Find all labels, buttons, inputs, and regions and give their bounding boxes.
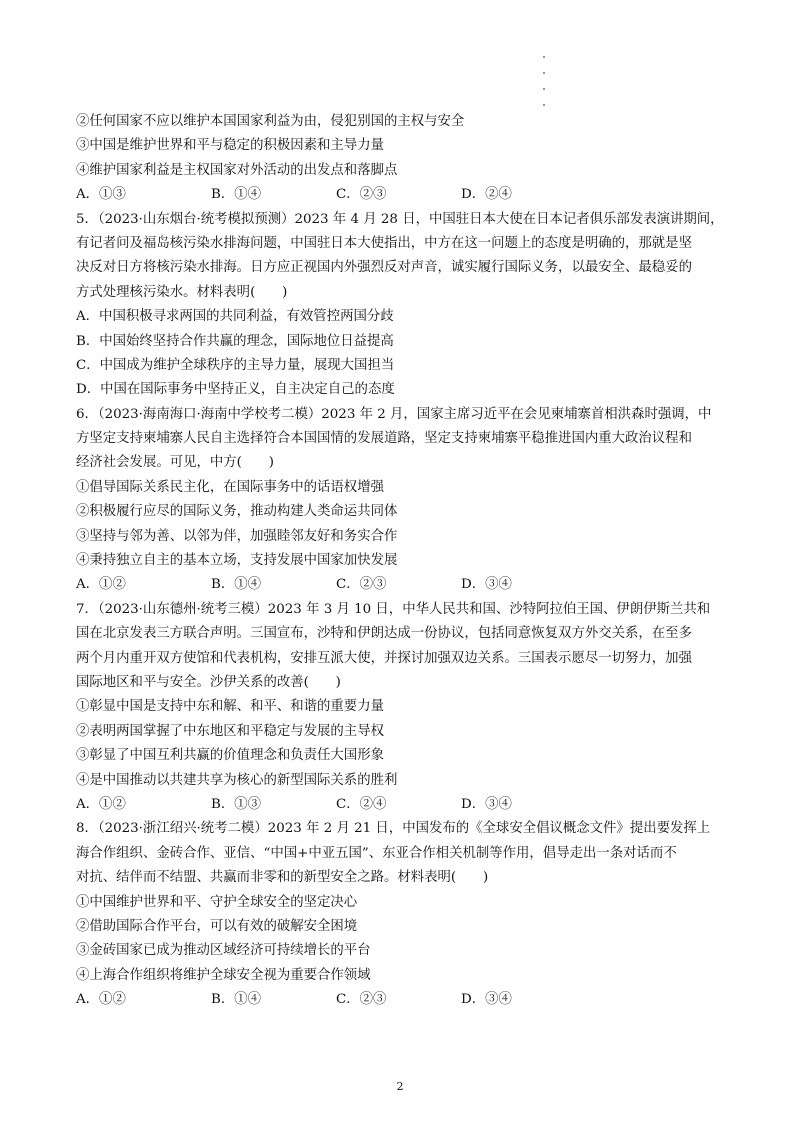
- question-stem: 国在北京发表三方联合声明。三国宣布，沙特和伊朗达成一份协议，包括同意恢复双方外交关系，在至多: [76, 626, 692, 642]
- option-c[interactable]: C．②③: [336, 992, 387, 1008]
- question-stem: 8．（2023·浙江绍兴·统考二模）2023 年 2 月 21 日，中国发布的《全球安全倡议概念文件》提出要发挥上: [76, 821, 711, 837]
- question-stem: 5．（2023·山东烟台·统考模拟预测）2023 年 4 月 28 日，中国驻日本大使在日本记者俱乐部发表演讲期间，: [76, 211, 724, 227]
- option-c[interactable]: C．②④: [336, 796, 387, 812]
- statement: ③金砖国家已成为推动区域经济可持续增长的平台: [76, 943, 371, 959]
- question-stem: 决反对日方将核污染水排海。日方应正视国内外强烈反对声音，诚实履行国际义务，以最安全、最稳妥的: [76, 260, 692, 276]
- statement: ④维护国家利益是主权国家对外活动的出发点和落脚点: [76, 162, 398, 178]
- option-d[interactable]: D．③④: [461, 992, 512, 1008]
- page-content: [76, 110, 736, 1012]
- question-4-tail: [76, 110, 736, 208]
- choice-c[interactable]: C．中国成为维护全球秩序的主导力量，展现大国担当: [76, 357, 395, 373]
- statement: ②表明两国掌握了中东地区和平稳定与发展的主导权: [76, 723, 384, 739]
- question-stem: 方式处理核污染水。材料表明( ): [76, 284, 288, 300]
- option-b[interactable]: B．①④: [211, 577, 262, 593]
- statement: ②任何国家不应以维护本国国家利益为由，侵犯别国的主权与安全: [76, 114, 465, 129]
- question-stem: 有记者问及福岛核污染水排海问题，中国驻日本大使指出，中方在这一问题上的态度是明确的，那就是坚: [76, 235, 692, 251]
- question-stem: 方坚定支持柬埔寨人民自主选择符合本国国情的发展道路，坚定支持柬埔寨平稳推进国内重大政治议程和: [76, 431, 692, 447]
- statement: ②积极履行应尽的国际义务，推动构建人类命运共同体: [76, 504, 398, 520]
- choice-a[interactable]: A．中国积极寻求两国的共同利益，有效管控两国分歧: [76, 309, 394, 325]
- question-stem: 7．（2023·山东德州·统考三模）2023 年 3 月 10 日，中华人民共和国、沙特阿拉伯王国、伊朗伊斯兰共和: [76, 601, 711, 617]
- answer-options: [76, 573, 736, 597]
- question-stem: 6．（2023·海南海口·海南中学校考二模）2023 年 2 月，国家主席习近平在会见柬埔寨首相洪森时强调，中: [76, 406, 712, 422]
- question-stem: 两个月内重开双方使馆和代表机构，安排互派大使，并探讨加强双边关系。三国表示愿尽一切努力，加强: [76, 650, 692, 666]
- question-stem: 海合作组织、金砖合作、亚信、“中国+中亚五国”、东亚合作相关机制等作用，倡导走出一条对话而不: [76, 845, 677, 861]
- option-d[interactable]: D．③④: [461, 577, 512, 593]
- option-c[interactable]: C．②③: [336, 187, 387, 203]
- statement: ③坚持与邻为善、以邻为伴，加强睦邻友好和务实合作: [76, 528, 398, 544]
- answer-options: [76, 183, 736, 207]
- question-5: [76, 208, 736, 403]
- statement: ①倡导国际关系民主化，在国际事务中的话语权增强: [76, 479, 384, 495]
- statement: ③彰显了中国互利共赢的价值理念和负责任大国形象: [76, 748, 384, 764]
- page-number: 2: [396, 1080, 404, 1093]
- question-stem: 对抗、结伴而不结盟、共赢而非零和的新型安全之路。材料表明( ): [76, 870, 489, 886]
- option-d[interactable]: D．③④: [461, 796, 512, 812]
- question-8: [76, 817, 736, 1012]
- option-d[interactable]: D．②④: [461, 187, 512, 203]
- option-a[interactable]: A．①②: [76, 796, 126, 812]
- statement: ④秉持独立自主的基本立场，支持发展中国家加快发展: [76, 553, 398, 569]
- answer-options: [76, 793, 736, 817]
- option-b[interactable]: B．①③: [211, 796, 262, 812]
- question-stem: 国际地区和平与安全。沙伊关系的改善( ): [76, 674, 341, 690]
- option-a[interactable]: A．①②: [76, 992, 126, 1008]
- statement: ②借助国际合作平台，可以有效的破解安全困境: [76, 918, 358, 934]
- statement: ①彰显中国是支持中东和解、和平、和谐的重要力量: [76, 699, 384, 715]
- option-c[interactable]: C．②③: [336, 577, 387, 593]
- option-a[interactable]: A．①③: [76, 187, 126, 203]
- option-b[interactable]: B．①④: [211, 992, 262, 1008]
- question-stem: 经济社会发展。可见，中方( ): [76, 455, 274, 471]
- answer-options: [76, 988, 736, 1012]
- choice-d[interactable]: D．中国在国际事务中坚持正义，自主决定自己的态度: [76, 382, 395, 398]
- statement: ④上海合作组织将维护全球安全视为重要合作领域: [76, 967, 371, 983]
- option-a[interactable]: A．①②: [76, 577, 126, 593]
- statement: ③中国是维护世界和平与稳定的积极因素和主导力量: [76, 138, 384, 154]
- question-7: [76, 598, 736, 818]
- statement: ④是中国推动以共建共享为核心的新型国际关系的胜利: [76, 772, 398, 788]
- choice-b[interactable]: B．中国始终坚持合作共赢的理念，国际地位日益提高: [76, 333, 394, 349]
- question-6: [76, 403, 736, 598]
- statement: ①中国维护世界和平、守护全球安全的坚定决心: [76, 894, 358, 910]
- option-b[interactable]: B．①④: [211, 187, 262, 203]
